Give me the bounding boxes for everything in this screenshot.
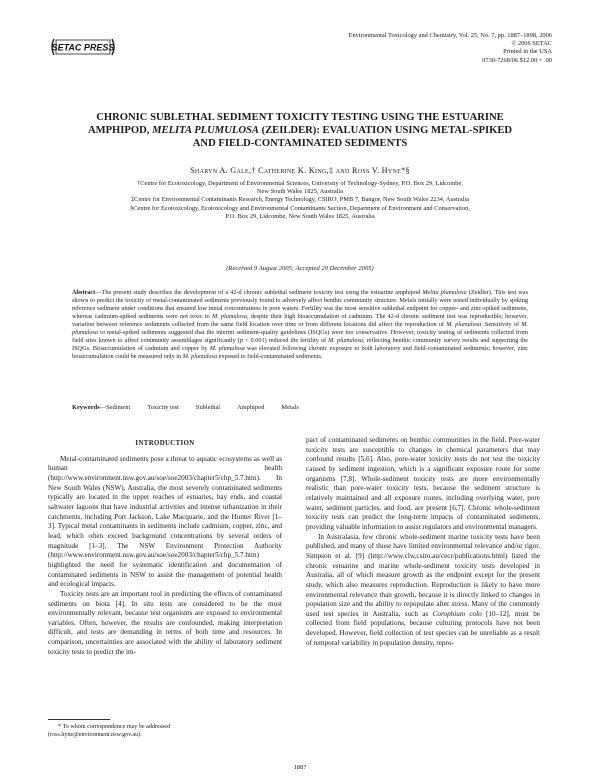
abstract-text: (Zeidler). This test was shown to predict the toxicity of metal-contaminated sediments previously found to adversely affect benthic community structure. Metals initially were tested individually by spiking reference sediment under conditions that ensured low metal concentrations in pore waters. Fertility was the most sensitive sublethal endpoint for copper- and zinc-spiked sediments, whereas cadmium-spiked sediments were not toxic to — [72, 289, 529, 321]
species-name: M. plumulosa — [182, 353, 218, 361]
abstract-text: —The present study describes the development of a 42-d chronic sublethal sediment toxicity test using the estuarine amphipod — [95, 289, 423, 296]
species-name: M. plumulosa — [211, 313, 247, 321]
affiliations — [40, 180, 560, 221]
keyword: Toxicity test — [147, 404, 179, 411]
title-line-3: AND FIELD-CONTAMINATED SEDIMENTS — [192, 138, 408, 149]
abstract — [72, 289, 528, 361]
body-text: In Australasia, few chronic whole-sediment marine toxicity tests have been published, and many of those have limited environmental relevance and/or rigor. Simpson et al. [9] (http://www.clw.csiro.au/cecr/publications.html) listed the chronic estuarine and marine whole-sediment toxicity tests developed in Australia, all of which measure growth as the endpoint except for the present study, which also measures reproduction. Reproduction is likely to have more environmental relevance than growth, because it is directly linked to changes in population size and the ability to repopulate after stress. Many of the commonly used test species in Australia, such as — [306, 532, 540, 618]
intro-paragraph-1: Metal-contaminated sediments pose a threat to aquatic ecosystems as well as human health (http://www.environment.nsw.gov.au/soe/soe2003/chapter5/chp_5.7.htm). In New South Wales (NSW), Australia, the most severely contaminated sediments typically are located in the upper reaches of estuaries, bay ends, and coastal saltwater lagoons that have industrial activities and intense urbanization in their catchments, including Port Jackson, Lake Macquarie, and the Hunter River [1–3]. Typical metal contaminants in sediments include cadmium, copper, zinc, and lead, which often exceed background concentrations by several orders of magnitude [1–3]. The NSW Environment Protection Authority (http://www.environment.nsw.gov.au/soe/soe2003/chapter5/chp_5.7.htm) highlighted the need for systematic identification and documentation of contaminated sediments in NSW to assist the management of potential health and ecological impacts. — [48, 454, 282, 589]
footnote-line-1: * To whom correspondence may be addressed — [58, 724, 171, 730]
svg-text:SETAC PRESS: SETAC PRESS — [51, 42, 115, 53]
abstract-text: . Sensitivity of — [481, 321, 522, 329]
abstract-text: < 0.001) reduced the fertility of — [242, 337, 329, 345]
species-name: M. plumulosa — [446, 321, 482, 329]
title-species: MELITA PLUMULOSA — [152, 125, 259, 136]
title-line-2-post: (ZEILDER): EVALUATION USING METAL-SPIKED — [258, 125, 513, 136]
received-dates: (Received 9 August 2005; Accepted 20 December 2005) — [226, 265, 374, 272]
keyword: Amphipod — [237, 404, 265, 411]
affiliation-3-cont: P.O. Box 29, Lidcombe, New South Wales 1825, Australia — [225, 212, 375, 220]
publisher-logo — [48, 35, 118, 59]
species-name: M. plumulosa — [209, 345, 245, 353]
paper-title — [40, 111, 560, 150]
title-line-2-pre: AMPHIPOD, — [87, 125, 153, 136]
title-line-1: CHRONIC SUBLETHAL SEDIMENT TOXICITY TESTING USING THE ESTUARINE — [96, 112, 504, 123]
printed-in: Printed in the USA — [503, 48, 552, 56]
page-number: 1887 — [293, 764, 307, 771]
abstract-label: Abstract — [72, 289, 96, 296]
body-paragraph-2 — [306, 533, 540, 649]
issn-price: 0730-7268/06 $12.00 + .00 — [482, 56, 552, 64]
copyright: © 2006 SETAC — [511, 40, 552, 48]
section-heading-introduction: INTRODUCTION — [135, 440, 195, 447]
species-name: M. plumulosa — [328, 337, 364, 345]
footnote-email: (ross.hyne@environment.nsw.gov.au). — [48, 732, 142, 738]
left-column — [48, 439, 282, 657]
body-text: [10–12], must be collected from field populations, because culturing protocols have not been developed. However, field collection of test species can be unreliable as a result of temporal variability in population density, repro- — [306, 609, 540, 647]
abstract-text: , despite their high bioaccumulation of cadmium. The 42-d chronic sediment test was reproducible; however, variation between reference sediments collected from the same field location over time or from different locations did affect the reproduction of — [72, 313, 528, 329]
title-line-2 — [40, 124, 560, 137]
species-name: M. plumulosa — [72, 321, 529, 337]
journal-citation: Environmental Toxicology and Chemistry, Vol. 25, No. 7, pp. 1887–1898, 2006 — [348, 32, 552, 39]
species-name: Melita plumulosa — [422, 289, 467, 296]
keyword: —Sediment — [99, 404, 131, 411]
keywords-label: Keywords — [72, 404, 100, 411]
affiliation-1: †Centre for Ecotoxicology, Department of Environmental Sciences, University of Technology-Sydney, P.O. Box 29, Lidcombe, — [137, 180, 463, 187]
footnote — [48, 723, 282, 739]
right-column — [306, 436, 540, 648]
abstract-text: to metal-spiked sediments suggested that the interim sediment-quality guidelines (ISQGs) were too conservative. However, toxicity testing of sediments collected from field sites known to affect community assemblages significantly ( — [72, 329, 528, 345]
abstract-text: exposed to field-contaminated sediments. — [217, 353, 323, 361]
keywords — [72, 404, 528, 411]
p-value-symbol: p — [239, 337, 243, 345]
affiliation-3: §Centre for Ecotoxicology, Ecotoxicology and Environmental Contaminants Section, Department of Environment and Conservation, — [130, 204, 470, 212]
abstract-text: , reflecting benthic community survey results and supporting the ISQGs. Bioaccumulation of cadmium and copper by — [72, 337, 528, 353]
abstract-text: was elevated following chronic exposure to both laboratory and field-contaminated sediments; however, zinc bioaccumulation could be measured only in — [72, 345, 528, 361]
affiliation-1-cont: New South Wales 1825, Australia — [256, 188, 344, 196]
footnote-divider — [48, 719, 110, 720]
species-name: Corophium colo — [432, 609, 482, 618]
intro-paragraph-2: Toxicity tests are an important tool in predicting the effects of contaminated sediments on biota [4]. In situ tests are considered to be the most environmentally relevant, because test organisms are exposed to environmental variables. Often, however, the results are confounded, making interpretation difficult, and tests are demanding in terms of both time and resources. In comparison, uncertainties are associated with the ability of laboratory sediment toxicity tests to predict the im- — [48, 589, 282, 656]
keyword: Sublethal — [195, 404, 221, 411]
affiliation-2: ‡Centre for Environmental Contaminants Research, Energy Technology, CSIRO, PMB 7, Bangor, New South Wales 2234, Australia — [130, 196, 470, 204]
body-paragraph-continued: pact of contaminated sediments on benthic communities in the field. Pore-water toxicity tests are susceptible to changes in chemical parameters that may confound results [5,6]. Also, pore-water toxicity tests do not test the toxicity caused by sediment ingestion, which is a significant exposure route for some organisms [7,8]. Whole-sediment toxicity tests are more environmentally realistic than pore-water toxicity tests, because the sediment structure is relatively maintained and all exposure routes, including overlying water, pore water, sediment particles, and food, are present [6,7]. Chronic whole-sediment toxicity tests can predict the long-term impacts of contaminated sediments, providing valuable information to assist regulators and environmental managers. — [306, 436, 540, 531]
journal-info — [312, 32, 552, 65]
keyword: Metals — [281, 404, 299, 411]
author-list: Sharyn A. Gale,† Catherine K. King,‡ and Ross V. Hyne*§ — [190, 166, 410, 175]
